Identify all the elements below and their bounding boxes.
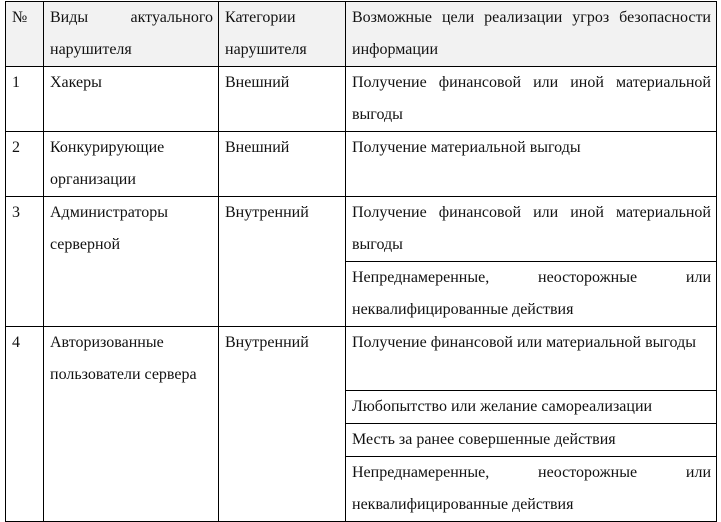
row-num: 2 — [6, 132, 44, 197]
row-goal: Получение финансовой или иной материальной выгоды — [346, 197, 717, 262]
row-type: Авторизованные пользователи сервера — [44, 327, 219, 522]
table-row — [6, 132, 717, 197]
row-type: Администраторы серверной — [44, 197, 219, 327]
row-num: 3 — [6, 197, 44, 327]
header-type: Виды актуального нарушителя — [44, 2, 219, 67]
table-row — [6, 67, 717, 132]
header-num: № — [6, 2, 44, 67]
row-goal: Любопытство или желание самореализации — [346, 391, 717, 424]
table-row — [6, 327, 717, 391]
row-goal: Непреднамеренные, неосторожные или неквалифицированные действия — [346, 262, 717, 327]
row-type: Конкурирующие организации — [44, 132, 219, 197]
header-category: Категории нарушителя — [219, 2, 346, 67]
row-goal: Непреднамеренные, неосторожные или неквалифицированные действия — [346, 457, 717, 522]
table-header-row — [6, 2, 717, 67]
row-category: Внутренний — [219, 327, 346, 522]
row-goal: Получение финансовой или иной материальной выгоды — [346, 67, 717, 132]
row-num: 1 — [6, 67, 44, 132]
row-goal: Получение финансовой или материальной выгоды — [346, 327, 717, 391]
row-goal: Месть за ранее совершенные действия — [346, 424, 717, 457]
row-category: Внешний — [219, 132, 346, 197]
row-category: Внутренний — [219, 197, 346, 327]
table-row — [6, 197, 717, 262]
header-goals: Возможные цели реализации угроз безопасности информации — [346, 2, 717, 67]
row-num: 4 — [6, 327, 44, 522]
intruder-table — [5, 1, 717, 522]
row-type: Хакеры — [44, 67, 219, 132]
row-goal: Получение материальной выгоды — [346, 132, 717, 197]
row-category: Внешний — [219, 67, 346, 132]
